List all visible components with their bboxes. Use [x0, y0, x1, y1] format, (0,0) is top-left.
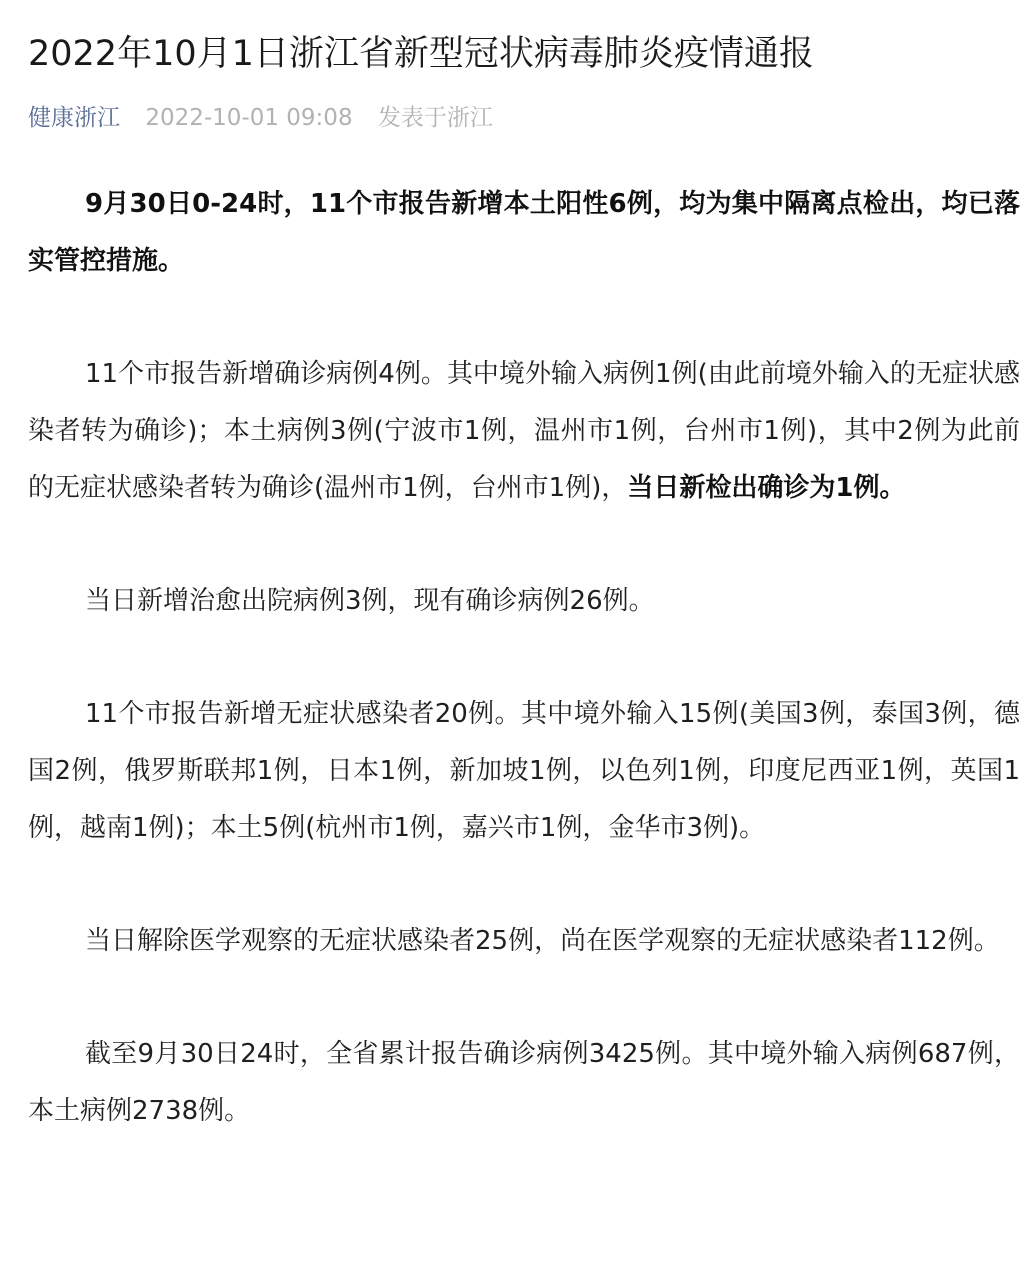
cumulative-text: 截至9月30日24时，全省累计报告确诊病例3425例。其中境外输入病例687例，本土病例2738例。: [28, 1039, 1020, 1126]
article-meta: [28, 100, 493, 136]
article-title: 2022年10月1日浙江省新型冠状病毒肺炎疫情通报: [28, 34, 814, 74]
recovered-text: 当日新增治愈出院病例3例，现有确诊病例26例。: [85, 586, 655, 616]
summary-bold-text: 9月30日0-24时，11个市报告新增本土阳性6例，均为集中隔离点检出，均已落实管控措施。: [28, 189, 1020, 276]
paragraph-confirmed-cases: [28, 346, 1020, 517]
confirmed-cases-bold-text: 当日新检出确诊为1例。: [627, 473, 906, 503]
confirmed-cases-text: 11个市报告新增确诊病例4例。其中境外输入病例1例(由此前境外输入的无症状感染者转为确诊)；本土病例3例(宁波市1例，温州市1例，台州市1例)，其中2例为此前的无症状感染者转为确诊(温州市1例，台州市1例)，: [28, 359, 1020, 503]
paragraph-observation: [28, 913, 1020, 970]
paragraph-recovered: [28, 573, 1020, 630]
publish-location: 发表于浙江: [377, 105, 493, 131]
article-content: [28, 176, 1020, 1196]
paragraph-summary: [28, 176, 1020, 290]
observation-text: 当日解除医学观察的无症状感染者25例，尚在医学观察的无症状感染者112例。: [85, 926, 1000, 956]
publish-datetime: 2022-10-01 09:08: [145, 105, 353, 131]
paragraph-asymptomatic: [28, 686, 1020, 857]
account-name-link[interactable]: 健康浙江: [28, 105, 120, 131]
asymptomatic-text: 11个市报告新增无症状感染者20例。其中境外输入15例(美国3例，泰国3例，德国2例，俄罗斯联邦1例，日本1例，新加坡1例，以色列1例，印度尼西亚1例，英国1例，越南1例)；本土5例(杭州市1例，嘉兴市1例，金华市3例)。: [28, 699, 1020, 843]
paragraph-cumulative: [28, 1026, 1020, 1140]
